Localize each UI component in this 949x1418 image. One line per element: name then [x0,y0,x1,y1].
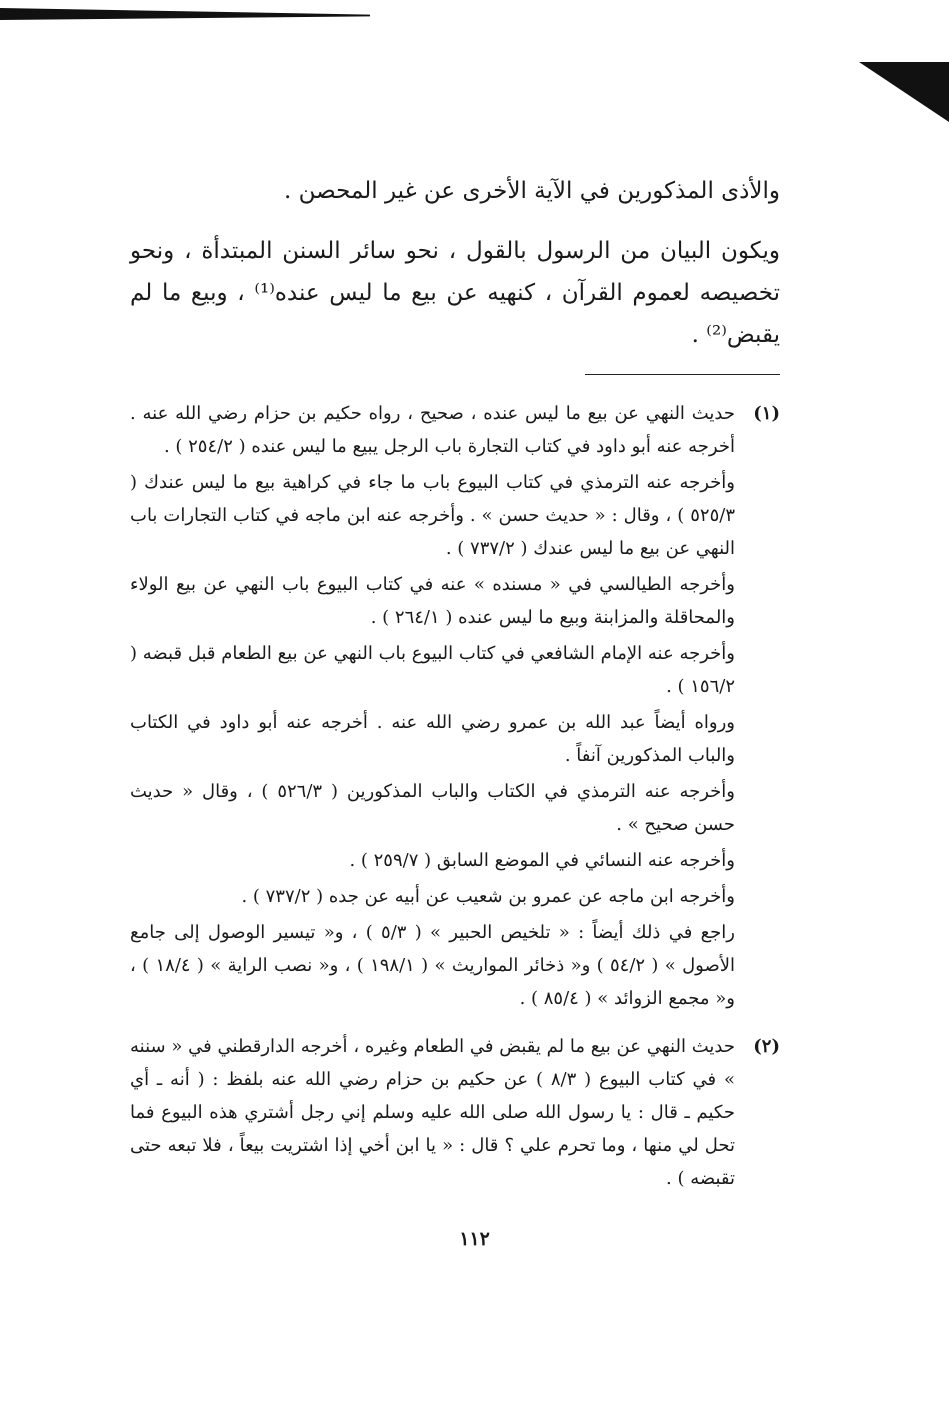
footnote-paragraph: وأخرجه الطيالسي في « مسنده » عنه في كتاب البيوع باب النهي عن بيع الولاء والمحاقلة والمزابنة وبيع ما ليس عنده ( ٢٦٤/١ ) . [130,574,735,628]
footnote-separator [585,374,780,375]
footnote-paragraph: حديث النهي عن بيع ما لم يقبض في الطعام وغيره ، أخرجه الدارقطني في « سننه » في كتاب البيوع ( ٨/٣ ) عن حكيم بن حزام رضي الله عنه بلفظ : ( أنه ـ أي حكيم ـ قال : يا رسول الله صلى الله عليه وسلم إني رجل أشتري هذه البيوع فما تحل لي منها ، وما تحرم علي ؟ قال : « يا ابن أخي إذا اشتريت بيعاً ، فلا تبعه حتى تقبضه ) . [130,1036,735,1189]
footnote-number: (١) [753,403,780,424]
main-paragraph: والأذى المذكورين في الآية الأخرى عن غير المحصن . [284,178,780,204]
scan-corner-wedge [859,62,949,122]
footnote-paragraph: ورواه أيضاً عبد الله بن عمرو رضي الله عنه . أخرجه عنه أبو داود في الكتاب والباب المذكورين آنفاً . [130,712,735,766]
footnote-body [130,1030,735,1198]
footnote-number: (٢) [753,1036,780,1057]
main-text [130,170,780,356]
main-paragraph: ويكون البيان من الرسول بالقول ، نحو سائر السنن المبتدأة ، ونحو تخصيصه لعموم القرآن ، كنهيه عن بيع ما ليس عنده⁽¹⁾ ، وبيع ما لم يقبض⁽²⁾ . [130,238,780,348]
footnotes [130,397,780,1198]
scan-edge-bar [0,8,370,20]
footnote-body [130,397,735,1018]
footnote-paragraph: وأخرجه ابن ماجه عن عمرو بن شعيب عن أبيه عن جده ( ٧٣٧/٢ ) . [241,886,735,907]
footnote-paragraph: وأخرجه عنه الترمذي في الكتاب والباب المذكورين ( ٥٢٦/٣ ) ، وقال « حديث حسن صحيح » . [130,781,735,835]
footnote-2 [130,1030,780,1198]
footnote-paragraph: حديث النهي عن بيع ما ليس عنده ، صحيح ، رواه حكيم بن حزام رضي الله عنه . أخرجه عنه أبو داود في كتاب التجارة باب الرجل يبيع ما ليس عنده ( ٢٥٤/٢ ) . [130,403,735,457]
footnote-paragraph: وأخرجه عنه الإمام الشافعي في كتاب البيوع باب النهي عن بيع الطعام قبل قبضه ( ١٥٦/٢ ) . [130,643,736,697]
book-page [130,170,780,1210]
footnote-paragraph: وأخرجه عنه الترمذي في كتاب البيوع باب ما جاء في كراهية بيع ما ليس عندك ( ٥٢٥/٣ ) ، وقال : « حديث حسن » . وأخرجه عنه ابن ماجه في كتاب التجارات باب النهي عن بيع ما ليس عندك ( ٧٣٧/٢ ) . [130,472,735,559]
footnote-paragraph: وأخرجه عنه النسائي في الموضع السابق ( ٢٥٩/٧ ) . [349,850,735,871]
footnote-1 [130,397,780,1018]
footnote-paragraph: راجع في ذلك أيضاً : « تلخيص الحبير » ( ٥/٣ ) ، و« تيسير الوصول إلى جامع الأصول » ( ٥٤/٢ ) و« ذخائر المواريث » ( ١٩٨/١ ) ، و« نصب الراية » ( ١٨/٤ ) ، و« مجمع الزوائد » ( ٨٥/٤ ) . [130,922,736,1009]
page-number: ١١٢ [459,1228,490,1250]
